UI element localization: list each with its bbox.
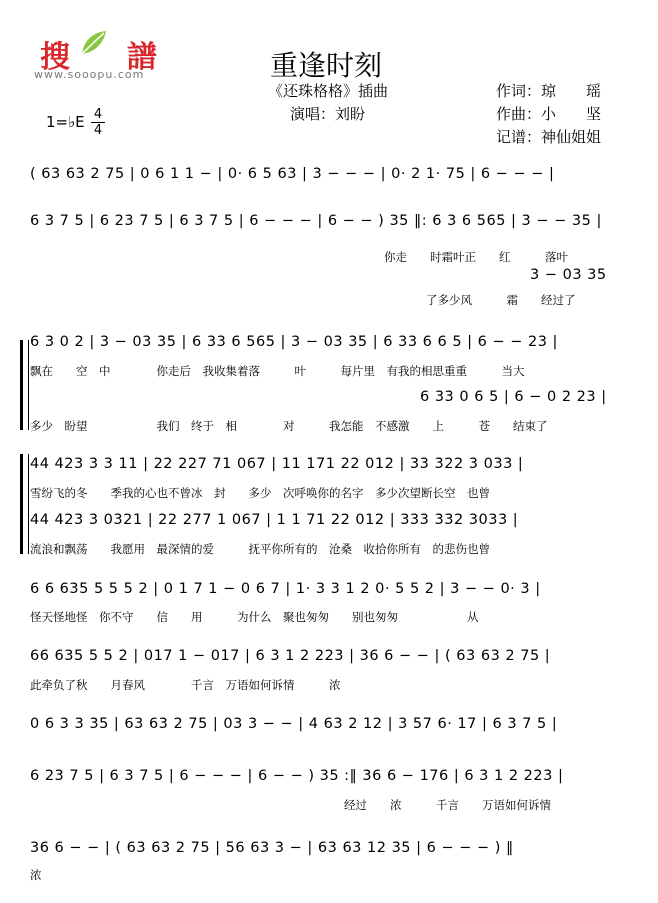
notation-line: 44 423 3 0321 | 22 277 1 067 | 1 1 71 22 012 | 333 332 3033 |	[30, 512, 519, 528]
lyric-line: 飘在 空 中 你走后 我收集着落 叶 每片里 有我的相思重重 当大	[30, 364, 525, 378]
transcriber-credit: 记谱：神仙姐姐	[496, 128, 602, 146]
lyric-line: 了多少风 霜 经过了	[426, 293, 576, 307]
leaf-icon	[78, 28, 108, 58]
lyric-line: 你走 时霜叶正 红 落叶	[384, 250, 568, 264]
notation-line: 6 6 635 5 5 5 2 | 0 1 7 1 − 0 6 7 | 1· 3 3 1 2 0· 5 5 2 | 3 − − 0· 3 |	[30, 581, 541, 597]
lyric-line: 雪纷飞的冬 季我的心也不曾冰 封 多少 次呼唤你的名字 多少次望断长空 也曾	[30, 486, 490, 500]
logo-brand-left: 搜	[40, 40, 72, 75]
singer-credit: 演唱：刘盼	[290, 105, 366, 123]
lyric-line: 流浪和飘荡 我愿用 最深情的爱 抚平你所有的 沧桑 收拾你所有 的悲伤也曾	[30, 542, 490, 556]
notation-line: 6 23 7 5 | 6 3 7 5 | 6 − − − | 6 − − ) 35 :‖ 36 6 − 176 | 6 3 1 2 223 |	[30, 768, 564, 784]
time-signature	[91, 108, 105, 137]
key-signature: 1=♭E	[46, 113, 85, 131]
lyricist-credit: 作词：琼 瑶	[496, 82, 602, 100]
notation-line: 44 423 3 3 11 | 22 227 71 067 | 11 171 22 012 | 33 322 3 033 |	[30, 456, 524, 472]
lyric-line: 此牵负了秋 月春风 千言 万语如何诉情 浓	[30, 678, 341, 692]
lyric-line: 浓	[30, 868, 42, 882]
time-signature-bottom: 4	[93, 123, 103, 138]
logo-url: www.sooopu.com	[34, 68, 145, 81]
notation-line: ( 63 63 2 75 | 0 6 1 1 − | 0· 6 5 63 | 3 − − − | 0· 2 1· 75 | 6 − − − |	[30, 166, 555, 182]
song-title: 重逢时刻	[270, 49, 383, 82]
notation-line: 6 3 7 5 | 6 23 7 5 | 6 3 7 5 | 6 − − − | 6 − − ) 35 ‖: 6 3 6 565 | 3 − − 35 |	[30, 213, 602, 229]
notation-line: 6 3 0 2 | 3 − 03 35 | 6 33 6 565 | 3 − 03 35 | 6 33 6 6 5 | 6 − − 23 |	[30, 334, 558, 350]
lyric-line: 经过 浓 千言 万语如何诉情	[344, 798, 551, 812]
notation-line: 3 − 03 35	[530, 267, 607, 283]
lyric-line: 怪天怪地怪 你不守 信 用 为什么 聚也匆匆 别也匆匆 从	[30, 610, 479, 624]
lyric-line: 多少 盼望 我们 终于 相 对 我怎能 不感激 上 苍 结束了	[30, 419, 548, 433]
composer-credit: 作曲：小 坚	[496, 105, 602, 123]
repeat-bracket	[20, 340, 23, 430]
notation-line: 66 635 5 5 2 | 017 1 − 017 | 6 3 1 2 223 | 36 6 − − | ( 63 63 2 75 |	[30, 648, 551, 664]
notation-line: 0 6 3 3 35 | 63 63 2 75 | 03 3 − − | 4 63 2 12 | 3 57 6· 17 | 6 3 7 5 |	[30, 716, 558, 732]
notation-line: 36 6 − − | ( 63 63 2 75 | 56 63 3 − | 63 63 12 35 | 6 − − − ) ‖	[30, 840, 514, 856]
song-subtitle: 《还珠格格》插曲	[268, 82, 389, 100]
notation-line: 6 33 0 6 5 | 6 − 0 2 23 |	[420, 389, 607, 405]
logo-brand-right: 譜	[126, 40, 159, 75]
repeat-bracket	[20, 454, 23, 554]
time-signature-top: 4	[93, 107, 103, 122]
